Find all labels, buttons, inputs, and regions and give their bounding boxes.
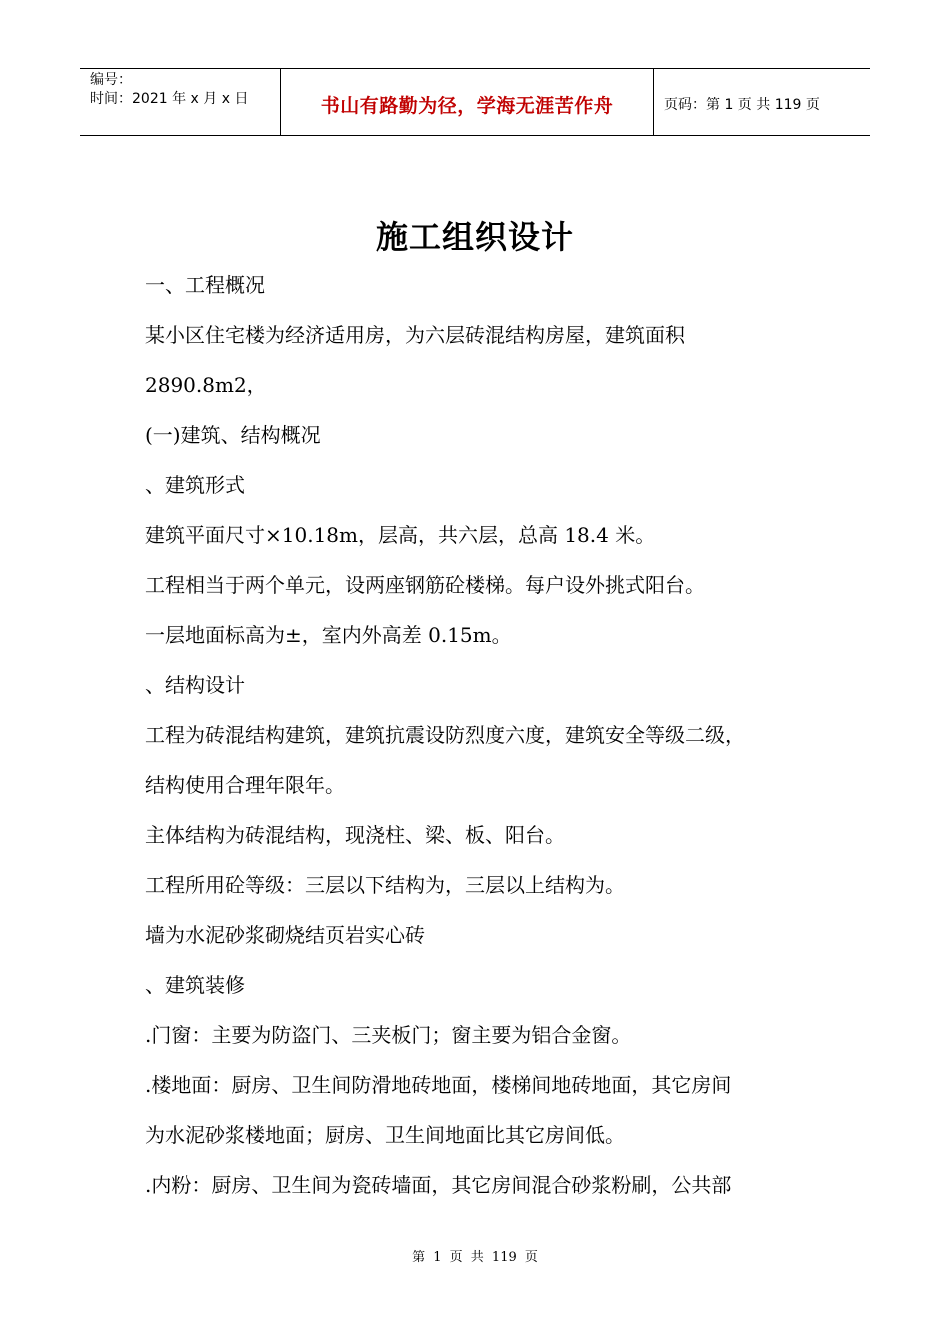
- number-label: 编号：: [90, 72, 132, 88]
- time-label: 时间：2021 年 x 月 x 日: [90, 91, 249, 107]
- body-line: 某小区住宅楼为经济适用房，为六层砖混结构房屋，建筑面积: [145, 323, 685, 347]
- body-line: 、建筑装修: [145, 973, 245, 997]
- motto-text: 书山有路勤为径，学海无涯苦作舟: [320, 94, 614, 117]
- page-info: 页码：第 1 页 共 119 页: [664, 97, 820, 113]
- body-line: 一、工程概况: [145, 273, 265, 297]
- body-line: (一)建筑、结构概况: [145, 423, 321, 447]
- document-body: [145, 266, 835, 1216]
- body-line: 工程所用砼等级：三层以下结构为，三层以上结构为。: [145, 873, 625, 897]
- body-line: 墙为水泥砂浆砌烧结页岩实心砖: [145, 923, 425, 947]
- page-footer: 第 1 页 共 119 页: [412, 1250, 538, 1265]
- header-table: [80, 68, 870, 136]
- body-line: 主体结构为砖混结构，现浇柱、梁、板、阳台。: [145, 823, 565, 847]
- document-title: 施工组织设计: [375, 218, 574, 256]
- body-line: 、建筑形式: [145, 473, 245, 497]
- header-page-cell: [654, 69, 870, 135]
- body-line: .内粉：厨房、卫生间为瓷砖墙面，其它房间混合砂浆粉刷，公共部: [145, 1173, 732, 1197]
- body-line: .门窗：主要为防盗门、三夹板门；窗主要为铝合金窗。: [145, 1023, 632, 1047]
- body-line: 工程为砖混结构建筑，建筑抗震设防烈度六度，建筑安全等级二级，: [145, 723, 745, 747]
- body-line: .楼地面：厨房、卫生间防滑地砖地面，楼梯间地砖地面，其它房间: [145, 1073, 732, 1097]
- header-meta-cell: [80, 69, 281, 135]
- body-line: 2890.8m2，: [145, 373, 267, 397]
- body-line: 建筑平面尺寸×10.18m，层高，共六层，总高 18.4 米。: [145, 523, 656, 547]
- body-line: 结构使用合理年限年。: [145, 773, 345, 797]
- body-line: 为水泥砂浆楼地面；厨房、卫生间地面比其它房间低。: [145, 1123, 625, 1147]
- header-motto-cell: [281, 69, 654, 135]
- body-line: 工程相当于两个单元，设两座钢筋砼楼梯。每户设外挑式阳台。: [145, 573, 705, 597]
- body-line: 一层地面标高为±，室内外高差 0.15m。: [145, 623, 512, 647]
- body-line: 、结构设计: [145, 673, 245, 697]
